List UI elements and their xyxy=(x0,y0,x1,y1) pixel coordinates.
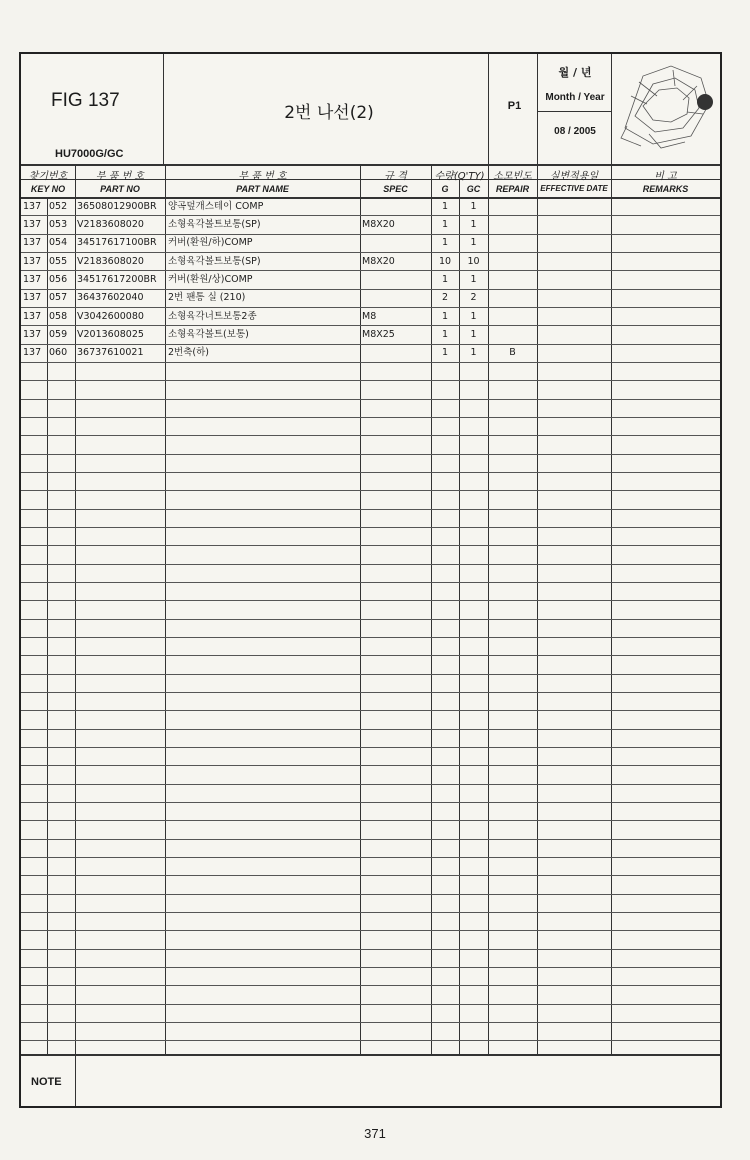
header-qty-g: G xyxy=(441,184,449,194)
row-rule xyxy=(21,509,720,510)
fig-cell: 137 xyxy=(23,218,42,230)
row-rule xyxy=(21,674,720,675)
fig-cell: 137 xyxy=(23,347,42,359)
row-rule xyxy=(21,765,720,766)
key-no-cell: 057 xyxy=(49,292,68,304)
column-line xyxy=(360,164,361,1054)
figure-number: FIG 137 xyxy=(51,90,120,111)
part-name-cell: 소형육각너트보통2종 xyxy=(168,310,257,322)
divider xyxy=(163,54,164,164)
divider xyxy=(488,54,489,164)
month-year-value: 08 / 2005 xyxy=(554,126,596,137)
part-name-cell: 소형육각볼트(보통) xyxy=(168,328,249,340)
header-part-no-ko: 부 품 번 호 xyxy=(95,171,145,182)
row-rule xyxy=(21,949,720,950)
part-name-cell: 양곡덮개스테이 COMP xyxy=(168,200,264,212)
row-rule xyxy=(21,839,720,840)
header-part-no-en: PART NO xyxy=(100,184,140,194)
fig-cell: 137 xyxy=(23,273,42,285)
part-no-cell: V2013608025 xyxy=(77,328,144,340)
header-qty-gc: GC xyxy=(466,184,481,194)
header-spec-en: SPEC xyxy=(383,184,408,194)
divider xyxy=(537,54,538,164)
row-rule xyxy=(21,490,720,491)
qty-g-cell: 2 xyxy=(441,292,449,304)
component-illustration xyxy=(613,56,721,156)
column-line xyxy=(537,164,538,1054)
parts-list-sheet xyxy=(19,52,722,1108)
key-no-cell: 058 xyxy=(49,310,68,322)
qty-g-cell: 1 xyxy=(441,328,449,340)
divider xyxy=(75,1054,76,1106)
qty-gc-cell: 10 xyxy=(467,255,480,267)
row-rule xyxy=(21,417,720,418)
month-year-label-en: Month / Year xyxy=(545,92,605,103)
repair-cell: B xyxy=(509,347,516,359)
fig-cell: 137 xyxy=(23,255,42,267)
row-rule xyxy=(21,619,720,620)
qty-gc-cell: 1 xyxy=(470,347,477,359)
qty-gc-cell: 1 xyxy=(470,273,477,285)
row-rule xyxy=(21,729,720,730)
row-rule xyxy=(21,1022,720,1023)
row-rule xyxy=(21,930,720,931)
row-rule xyxy=(21,582,720,583)
fig-cell: 137 xyxy=(23,310,42,322)
header-part-name-ko: 부 품 번 호 xyxy=(238,171,287,182)
row-rule xyxy=(21,857,720,858)
column-line xyxy=(165,164,166,1054)
row-rule xyxy=(21,820,720,821)
part-name-cell: 2번 팬통 실 (210) xyxy=(168,292,246,304)
qty-gc-cell: 1 xyxy=(470,200,477,212)
row-rule xyxy=(21,655,720,656)
header-spec-ko: 규 격 xyxy=(384,171,407,182)
spec-cell: M8 xyxy=(362,310,377,322)
header-repair-en: REPAIR xyxy=(495,184,530,194)
part-no-cell: 34517617100BR xyxy=(77,237,157,249)
spec-cell: M8X25 xyxy=(362,328,395,340)
qty-gc-cell: 1 xyxy=(470,218,477,230)
row-rule xyxy=(21,564,720,565)
row-rule xyxy=(21,545,720,546)
page-number: 371 xyxy=(364,1126,386,1141)
row-rule xyxy=(21,472,720,473)
spec-cell: M8X20 xyxy=(362,255,395,267)
header-key-no-en: KEY NO xyxy=(30,184,66,194)
qty-g-cell: 1 xyxy=(441,200,449,212)
key-no-cell: 053 xyxy=(49,218,68,230)
fig-cell: 137 xyxy=(23,292,42,304)
header-remarks-ko: 비 고 xyxy=(654,171,677,182)
header-remarks-en: REMARKS xyxy=(642,184,689,194)
row-rule xyxy=(21,380,720,381)
row-rule xyxy=(21,362,720,363)
row-rule xyxy=(21,894,720,895)
row-rule xyxy=(21,912,720,913)
page-code: P1 xyxy=(507,100,522,112)
column-line xyxy=(611,164,612,1054)
row-rule xyxy=(21,399,720,400)
qty-g-cell: 1 xyxy=(441,347,449,359)
part-no-cell: V2183608020 xyxy=(77,255,144,267)
spec-cell: M8X20 xyxy=(362,218,395,230)
key-no-cell: 055 xyxy=(49,255,68,267)
column-line xyxy=(488,164,489,1054)
qty-g-cell: 10 xyxy=(438,255,452,267)
fig-cell: 137 xyxy=(23,237,42,249)
fig-cell: 137 xyxy=(23,200,42,212)
row-rule xyxy=(21,1040,720,1041)
part-name-cell: 커버(환원/상)COMP xyxy=(168,273,253,285)
header-part-name-en: PART NAME xyxy=(236,184,289,194)
fig-cell: 137 xyxy=(23,328,42,340)
row-rule xyxy=(21,1004,720,1005)
row-rule xyxy=(21,985,720,986)
row-rule xyxy=(21,600,720,601)
qty-g-cell: 1 xyxy=(441,237,449,249)
row-rule xyxy=(21,692,720,693)
divider xyxy=(611,54,612,164)
header-effective-date-ko: 실변적용일 xyxy=(549,171,599,182)
qty-gc-cell: 1 xyxy=(470,310,477,322)
key-no-cell: 056 xyxy=(49,273,68,285)
key-no-cell: 059 xyxy=(49,328,68,340)
header-key-no-ko: 찾기번호 xyxy=(28,171,68,182)
row-rule xyxy=(21,967,720,968)
part-no-cell: 36737610021 xyxy=(77,347,144,359)
divider xyxy=(21,164,720,166)
part-name-cell: 2번축(하) xyxy=(168,347,209,359)
part-name-cell: 커버(환원/하)COMP xyxy=(168,237,253,249)
model-name: HU7000G/GC xyxy=(55,148,124,160)
row-rule xyxy=(21,784,720,785)
qty-gc-cell: 1 xyxy=(470,237,477,249)
row-rule xyxy=(21,747,720,748)
divider xyxy=(21,1054,720,1056)
divider xyxy=(537,111,611,112)
row-rule xyxy=(21,527,720,528)
row-rule xyxy=(21,875,720,876)
part-no-cell: 36508012900BR xyxy=(77,200,157,212)
part-no-cell: 34517617200BR xyxy=(77,273,157,285)
key-no-cell: 060 xyxy=(49,347,68,359)
qty-gc-cell: 1 xyxy=(470,328,477,340)
header-qty-ko: 수량(Q'TY) xyxy=(434,171,485,182)
part-no-cell: V3042600080 xyxy=(77,310,144,322)
group-title: 2번 나선(2) xyxy=(284,103,374,123)
row-rule xyxy=(21,435,720,436)
key-no-cell: 052 xyxy=(49,200,68,212)
part-no-cell: 36437602040 xyxy=(77,292,144,304)
part-name-cell: 소형육각볼트보통(SP) xyxy=(168,255,261,267)
key-no-cell: 054 xyxy=(49,237,68,249)
part-name-cell: 소형육각볼트보통(SP) xyxy=(168,218,261,230)
part-no-cell: V2183608020 xyxy=(77,218,144,230)
month-year-label-ko: 월 / 년 xyxy=(558,66,592,79)
row-rule xyxy=(21,454,720,455)
qty-g-cell: 1 xyxy=(441,218,449,230)
qty-gc-cell: 2 xyxy=(470,292,477,304)
row-rule xyxy=(21,802,720,803)
column-line xyxy=(75,164,76,1054)
row-rule xyxy=(21,637,720,638)
qty-g-cell: 1 xyxy=(441,273,449,285)
row-rule xyxy=(21,710,720,711)
header-repair-ko: 소모빈도 xyxy=(493,171,532,182)
qty-g-cell: 1 xyxy=(441,310,449,322)
header-effective-date-en: EFFECTIVE DATE xyxy=(540,184,608,193)
note-label: NOTE xyxy=(31,1076,62,1088)
